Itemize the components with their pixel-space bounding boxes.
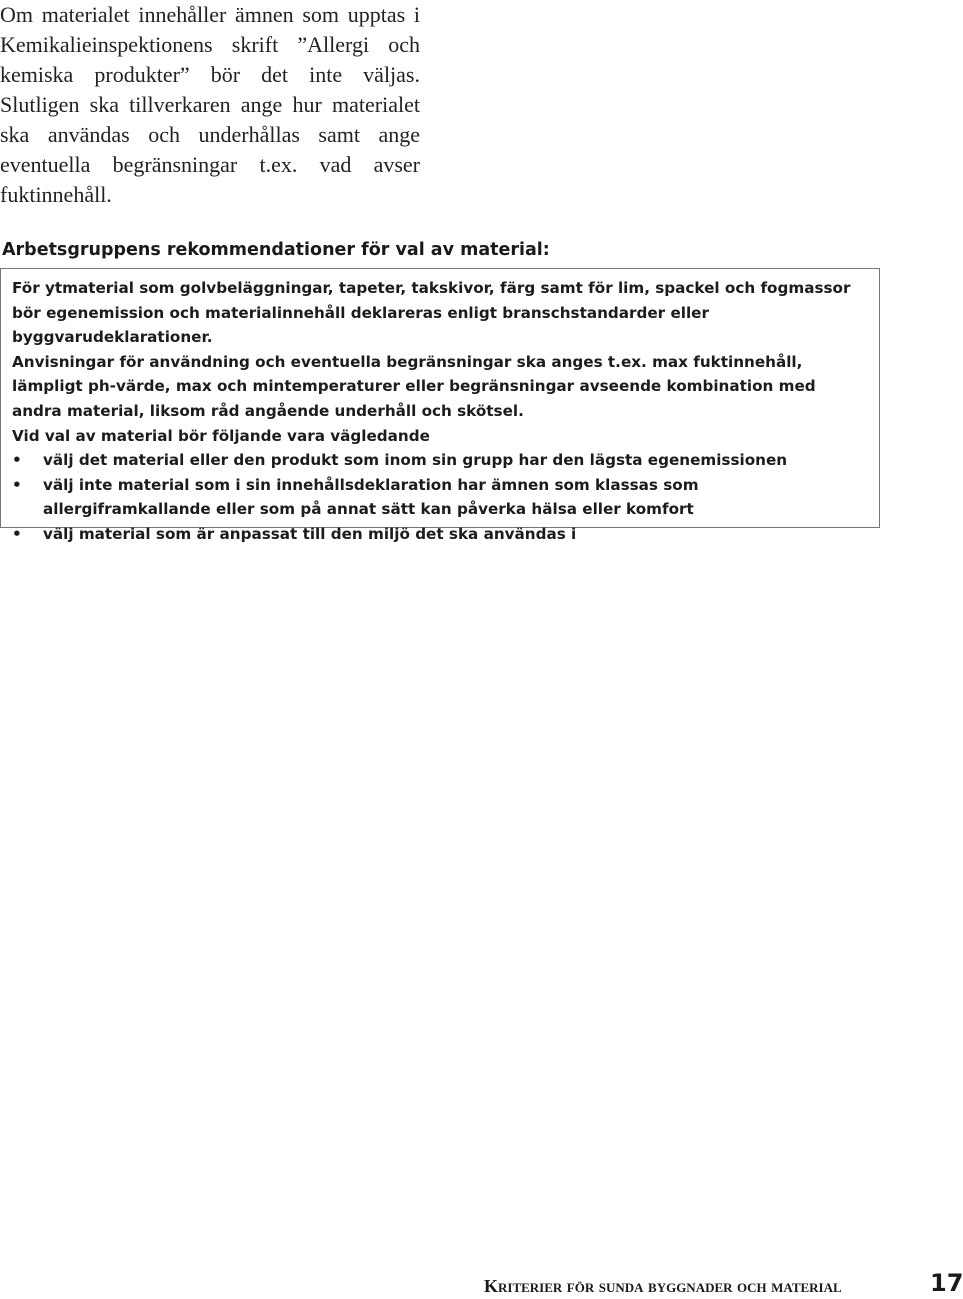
intro-paragraph: Om materialet innehåller ämnen som upptas i Kemikalieinspektionens skrift ”Allergi och kemiska produkter” bör det inte väljas. Slutligen ska tillverkaren ange hur materialet ska användas och underhållas samt ange eventuella begränsningar t.ex. vad avser fuktinnehåll. bbox=[0, 2, 420, 207]
recommendation-paragraph-instructions: Anvisningar för användning och eventuella begränsningar ska anges t.ex. max fuktinnehåll, lämpligt ph-värde, max och mintemperaturer eller begränsningar avseende kombination med andra material, liksom råd angående underhåll och skötsel. bbox=[12, 352, 816, 420]
recommendation-paragraph-declaration: För ytmaterial som golvbeläggningar, tapeter, takskivor, färg samt för lim, spackel och fogmassor bör egenemission och materialinnehåll deklareras enligt branschstandarder eller byggvarudeklarationer. bbox=[12, 279, 851, 347]
page-number: 17 bbox=[930, 1269, 963, 1297]
bullet-icon: • bbox=[12, 475, 22, 494]
recommendations-box bbox=[0, 268, 880, 543]
list-item bbox=[12, 473, 869, 522]
footer-title: Kriterier för sunda byggnader och material bbox=[484, 1276, 842, 1296]
guidance-list bbox=[12, 448, 869, 546]
list-item bbox=[12, 448, 869, 473]
bullet-icon: • bbox=[12, 451, 22, 470]
list-item bbox=[12, 522, 869, 547]
recommendations-heading: Arbetsgruppens rekommendationer för val av material: bbox=[2, 240, 550, 260]
list-item-text: välj inte material som i sin innehållsdeklaration har ämnen som klassas som allergiframkallande eller som på annat sätt kan påverka hälsa eller komfort bbox=[43, 475, 699, 519]
list-item-text: välj det material eller den produkt som inom sin grupp har den lägsta egenemissionen bbox=[43, 451, 788, 470]
guidance-intro: Vid val av material bör följande vara vägledande bbox=[12, 426, 430, 445]
list-item-text: välj material som är anpassat till den miljö det ska användas i bbox=[43, 524, 577, 543]
bullet-icon: • bbox=[12, 524, 22, 543]
